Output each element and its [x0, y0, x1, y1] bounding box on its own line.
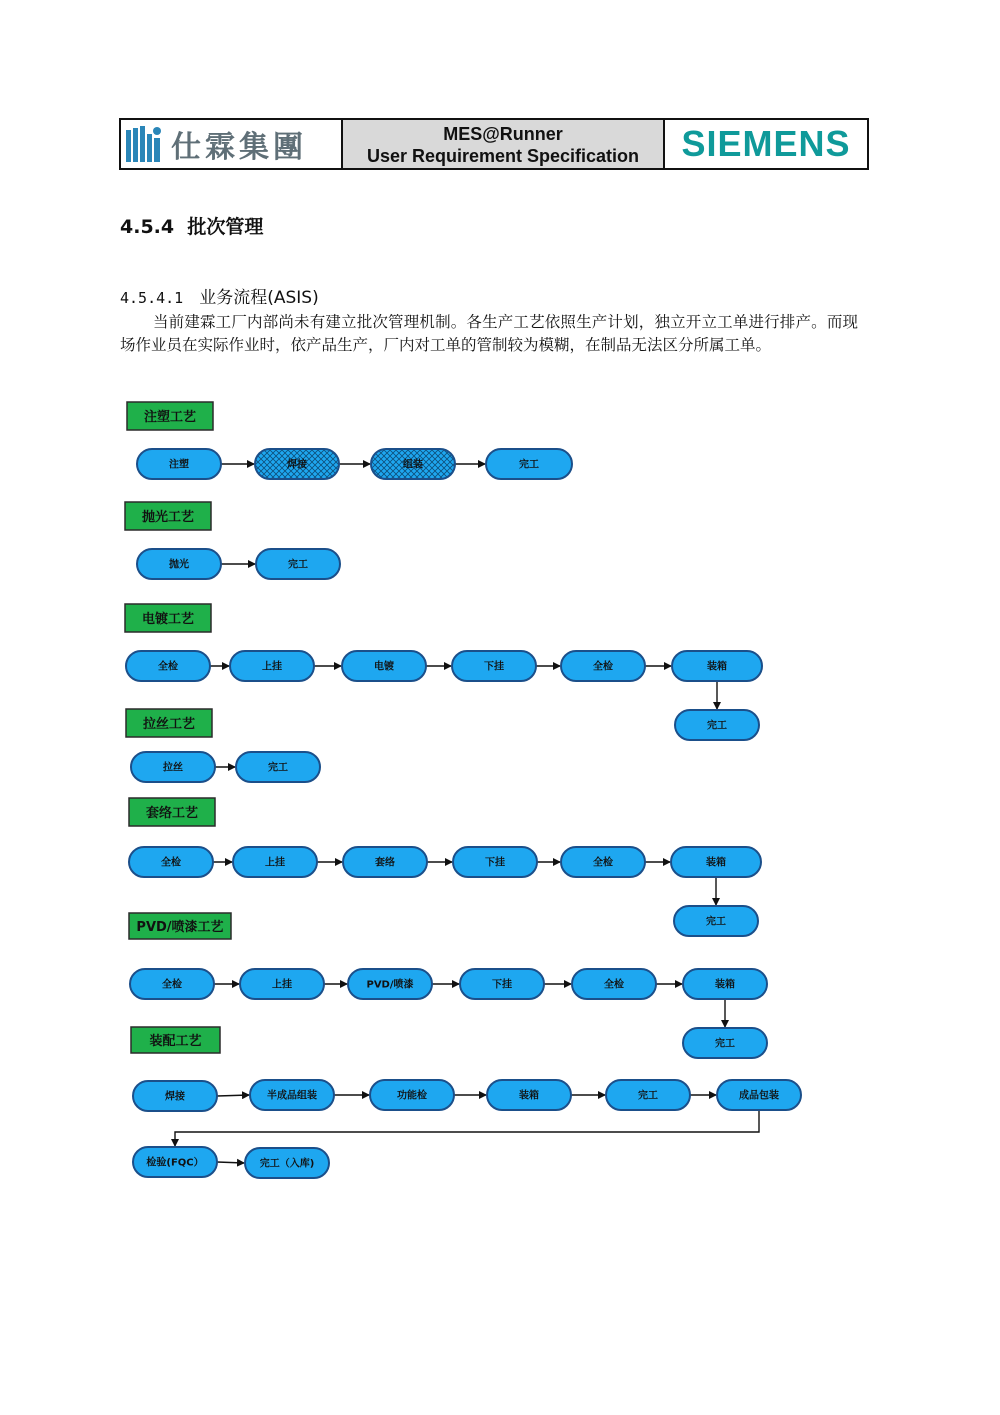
- company-name: 仕霖集團: [171, 130, 307, 165]
- subsection-title: 业务流程(ASIS): [199, 288, 319, 308]
- process-label: 套络工艺: [145, 806, 199, 821]
- process-step-label: 成品包装: [739, 1090, 779, 1102]
- process-label: 装配工艺: [149, 1034, 202, 1049]
- process-label: 拉丝工艺: [142, 717, 196, 732]
- process-step-label: 上挂: [272, 979, 292, 991]
- process-step-label: 上挂: [262, 661, 282, 673]
- process-step-label: 完工: [519, 459, 539, 471]
- flow-arrow: [217, 1162, 244, 1163]
- process-step-label: 完工: [288, 559, 308, 571]
- process-step-label: 半成品组装: [267, 1090, 317, 1102]
- process-step-label: 装箱: [715, 979, 735, 991]
- section-title: 批次管理: [187, 216, 264, 238]
- flow-arrow: [217, 1095, 249, 1096]
- process-step-label: 拉丝: [163, 762, 183, 774]
- process-step-label: 完工: [268, 762, 288, 774]
- process-step-label: 装箱: [707, 661, 727, 673]
- process-step-label: 完工: [715, 1038, 735, 1050]
- process-step-label: 抛光: [169, 559, 189, 571]
- process-step-label: 上挂: [265, 857, 285, 869]
- process-step-label: 电镀: [374, 661, 394, 673]
- process-label: 抛光工艺: [141, 510, 195, 525]
- process-step-label: 套络: [375, 857, 395, 869]
- process-step-label: 完工: [707, 720, 727, 732]
- process-label: 注塑工艺: [143, 410, 197, 425]
- process-step-label: 装箱: [519, 1090, 539, 1102]
- process-step-label: PVD/喷漆: [366, 979, 414, 991]
- brand-logo: SIEMENS: [681, 123, 851, 164]
- process-step-label: 检验(FQC）: [146, 1157, 204, 1169]
- process-label: 电镀工艺: [141, 612, 195, 627]
- product-name: MES@Runner: [443, 124, 563, 144]
- process-step-label: 下挂: [484, 661, 504, 673]
- process-step-label: 全检: [604, 979, 624, 991]
- section-number: 4.5.4: [120, 216, 175, 238]
- process-step-label: 组装: [403, 459, 423, 471]
- subsection-number: 4.5.4.1: [120, 289, 184, 307]
- process-step-label: 焊接: [165, 1091, 185, 1103]
- process-step-label: 功能检: [397, 1090, 427, 1102]
- process-step-label: 完工: [638, 1090, 658, 1102]
- process-label: PVD/喷漆工艺: [136, 920, 224, 935]
- document-title: User Requirement Specification: [366, 146, 640, 166]
- process-step-label: 全检: [593, 857, 613, 869]
- process-step-label: 全检: [161, 857, 181, 869]
- process-step-label: 下挂: [485, 857, 505, 869]
- flow-arrow: [175, 1110, 759, 1146]
- process-step-label: 注塑: [169, 459, 189, 471]
- process-step-label: 全检: [593, 661, 613, 673]
- process-step-label: 装箱: [706, 857, 726, 869]
- body-paragraph: 当前建霖工厂内部尚未有建立批次管理机制。各生产工艺依照生产计划，独立开立工单进行排产。而现场作业员在实际作业时，依产品生产，厂内对工单的管制较为模糊，在制品无法区分所属工单。: [120, 313, 858, 354]
- process-step-label: 完工（入库): [259, 1158, 315, 1170]
- process-step-label: 焊接: [287, 459, 307, 471]
- process-step-label: 完工: [706, 916, 726, 928]
- process-step-label: 下挂: [492, 979, 512, 991]
- process-step-label: 全检: [162, 979, 182, 991]
- process-step-label: 全检: [158, 661, 178, 673]
